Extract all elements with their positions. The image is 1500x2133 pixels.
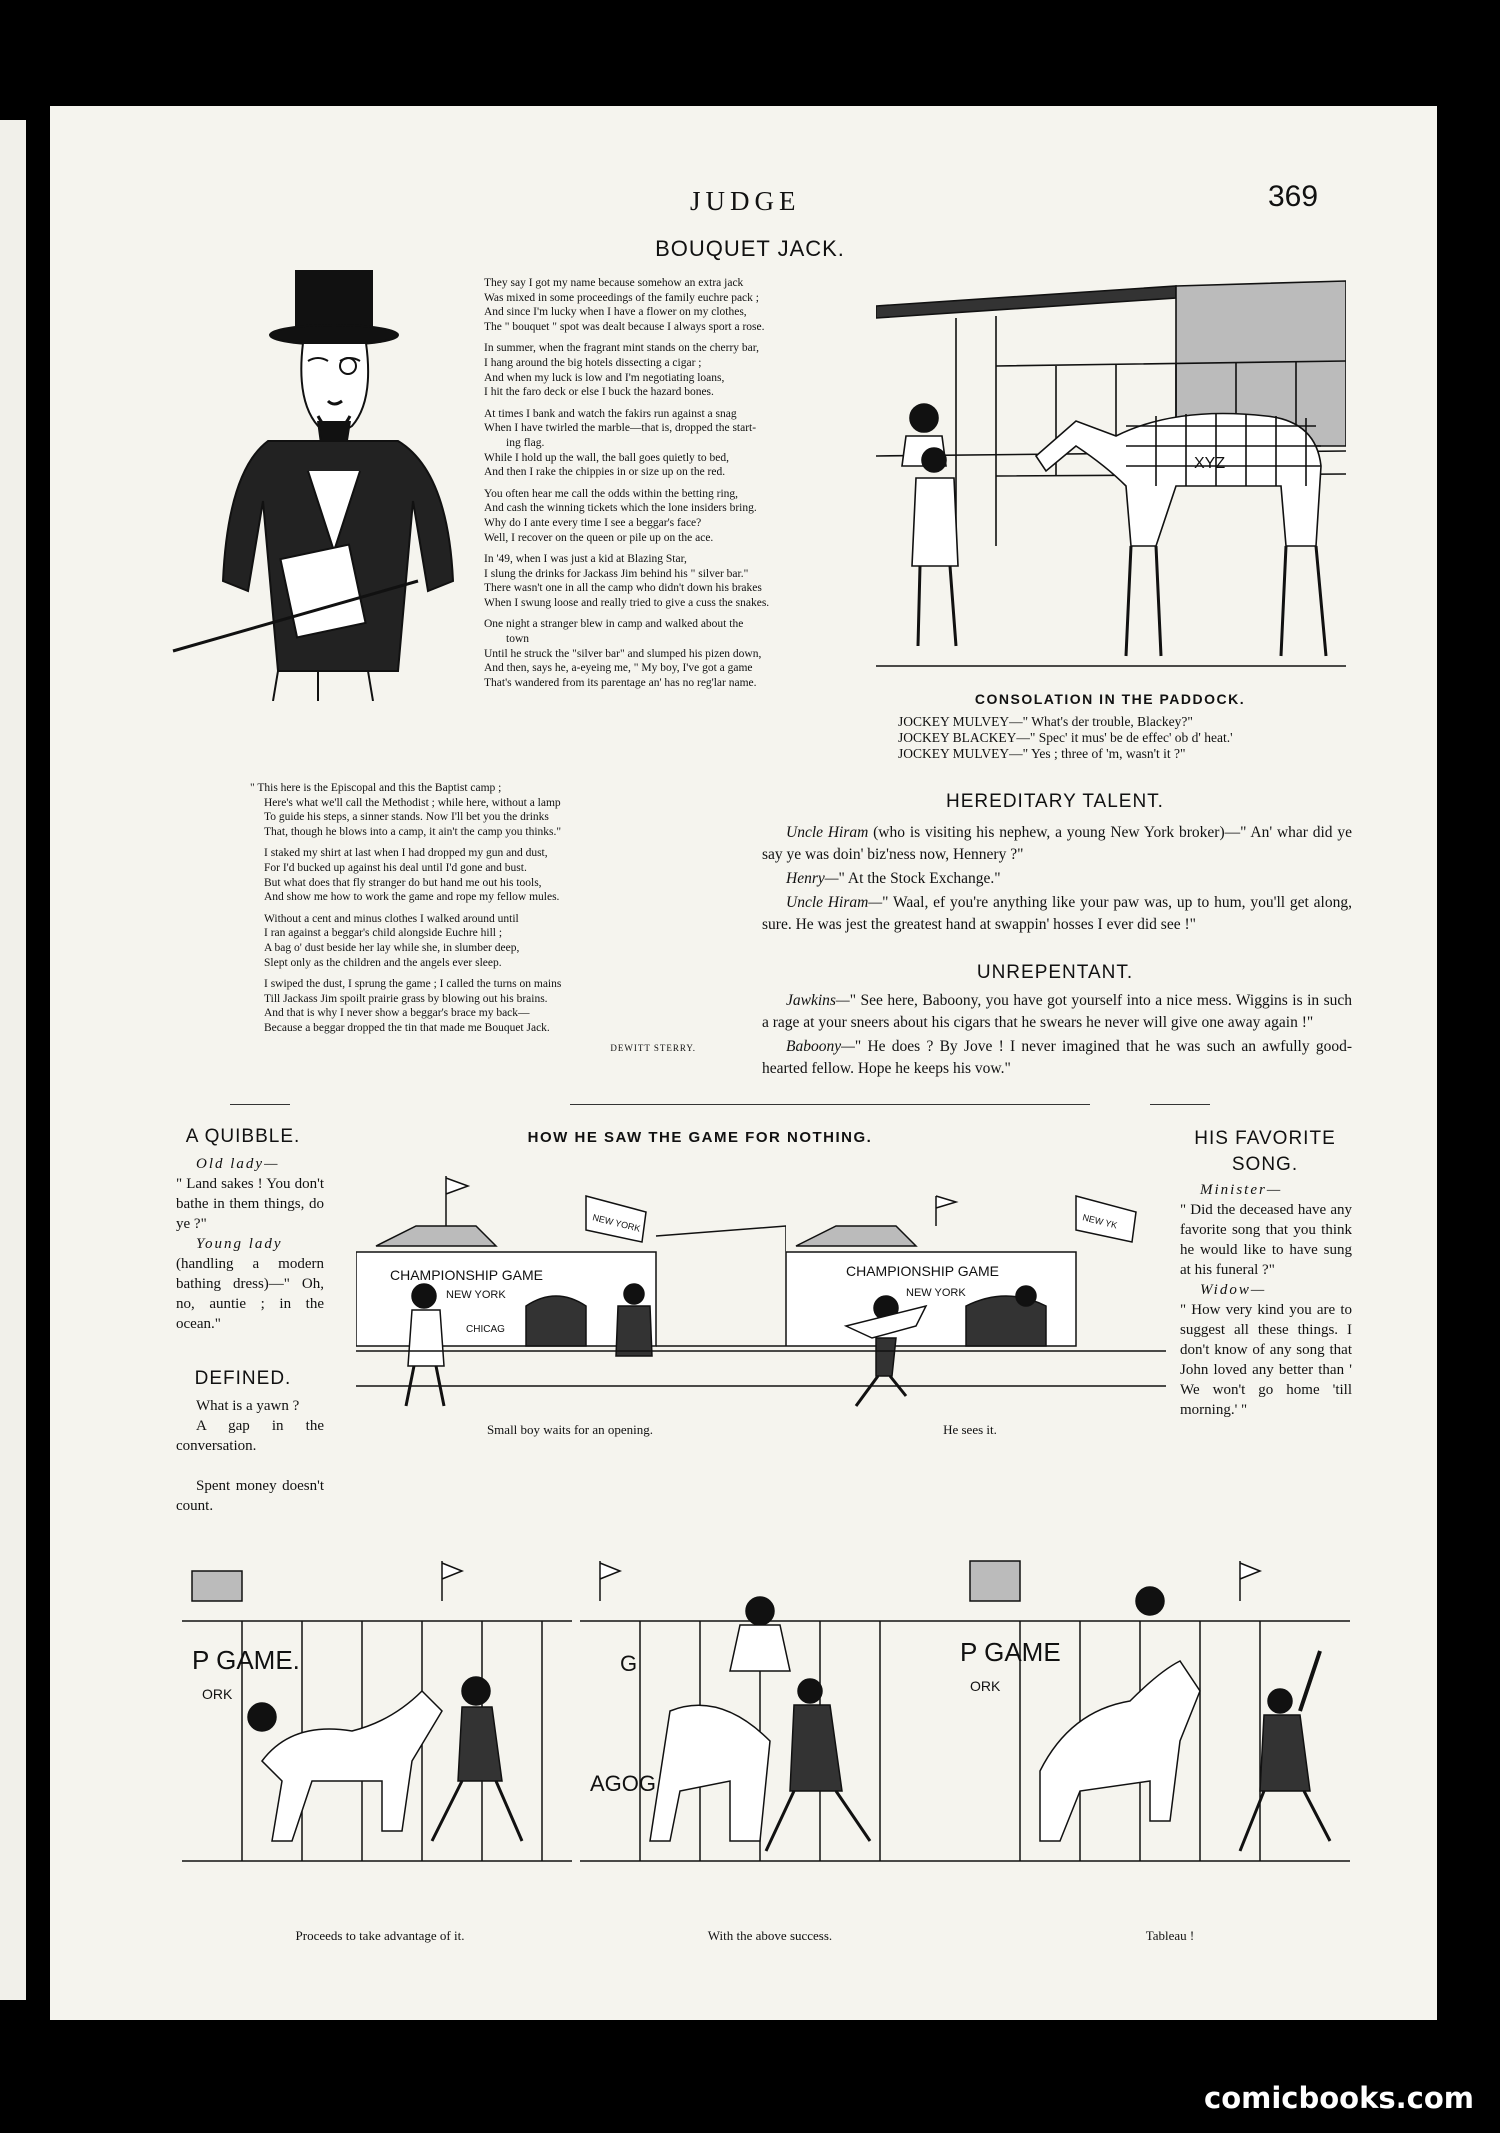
poem-stanza: In '49, when I was just a kid at Blazing Star, I slung the drinks for Jackass Jim behind his " silver bar." There wasn't one in all the camp who didn't down his brakes When I swung loose and really tried to give a cuss the snakes. — [484, 553, 770, 609]
game-panel-5 — [960, 1541, 1350, 1911]
prose-paragraph: Uncle Hiram (who is visiting his nephew, a young New York broker)—" An' whar did ye say ye was doin' biz'ness now, Hennery ?" — [762, 824, 1353, 863]
game-caption-5: Tableau ! — [1145, 1928, 1195, 1943]
dialogue-line: JOCKEY MULVEY—" Yes ; three of 'm, wasn't it ?" — [898, 746, 1186, 761]
favorite-song-text — [1180, 1180, 1352, 1420]
small-boy-waiting-drawing — [356, 1156, 786, 1416]
game-title: HOW HE SAW THE GAME FOR NOTHING. — [527, 1129, 873, 1146]
poem-stanza: They say I got my name because somehow an extra jack Was mixed in some proceedings of the family euchre pack ; And since I'm lucky when I have a flower on my clothes, The " bouquet " spot was dealt because I always sport a rose. — [484, 277, 765, 333]
banner-championship: CHAMPIONSHIP GAME — [846, 1263, 999, 1279]
paddock-title: CONSOLATION IN THE PADDOCK. — [974, 691, 1246, 707]
quibble-title: A QUIBBLE. — [185, 1126, 301, 1147]
bouquet-jack-title: BOUQUET JACK. — [655, 236, 845, 261]
jockeys-and-horse-drawing — [876, 246, 1346, 686]
favorite-song-title: HIS FAVORITE SONG. — [1194, 1128, 1336, 1175]
poem-stanza: In summer, when the fragrant mint stands on the cherry bar, I hang around the big hotels dissecting a cigar ; And when my luck is low and I'm negotiating loans, I hit the faro deck or else I buck the hazard bones. — [484, 342, 759, 399]
section-divider — [230, 1104, 290, 1105]
fence-sign-york: ORK — [202, 1686, 233, 1702]
banner-championship: CHAMPIONSHIP GAME — [390, 1267, 543, 1283]
column-paragraph: (handling a modern bathing dress)—" Oh, no, auntie ; in the ocean." — [176, 1256, 324, 1332]
column-paragraph: Young lady — [196, 1236, 283, 1252]
game-caption-2: He sees it. — [943, 1422, 997, 1437]
boy-thrown-drawing — [580, 1541, 960, 1911]
poem-stanza: " This here is the Episcopal and this the Baptist camp ; Here's what we'll call the Methodist ; while here, without a lamp To guide his steps, a sinner stands. Now I'll bet you the drinks That, though he blows into a camp, it ain't the camp you thinks." — [250, 782, 562, 838]
column-paragraph: " How very kind you are to suggest all these things. I don't know of any song that John loved any better than ' We won't go home 'till morning.' " — [1180, 1302, 1352, 1418]
game-panel-4 — [580, 1541, 960, 1911]
banner-new-york: NEW YORK — [906, 1287, 966, 1299]
page-header — [50, 180, 1437, 226]
quibble-text — [176, 1154, 324, 1334]
prose-paragraph: Uncle Hiram—" Waal, ef you're anything like your paw was, up to hum, you'll get along, sure. He was jest the greatest hand at swappin' hosses I ever did see !" — [762, 894, 1352, 933]
fence-letter: G — [620, 1651, 638, 1676]
prose-paragraph: Jawkins—" See here, Baboony, you have got yourself into a nice mess. Wiggins is in such a rage at your sneers about his cigars that he swears he never will give one away again !" — [762, 992, 1352, 1031]
banner-chicago: CHICAG — [466, 1324, 505, 1335]
column-paragraph: Minister— — [1200, 1182, 1283, 1198]
column-paragraph: A gap in the conversation. — [176, 1418, 324, 1454]
game-caption-3: Proceeds to take advantage of it. — [295, 1928, 465, 1943]
bouquet-jack-illustration — [168, 251, 523, 701]
magazine-page — [50, 106, 1437, 2020]
poem-stanza: At times I bank and watch the fakirs run against a snag When I have twirled the marble—that is, dropped the start- ing flag. While I hold up the wall, the ball goes quietly to bed, And then I rake the chippies in or size up on the red. — [484, 407, 757, 479]
game-panel-1 — [356, 1156, 786, 1416]
poem-author: DEWITT STERRY. — [610, 1042, 696, 1053]
section-divider — [570, 1104, 1090, 1105]
unrepentant-text — [762, 990, 1352, 1082]
poem-stanza: One night a stranger blew in camp and walked about the town Until he struck the "silver bar" and slumped his pizen down, And then, says he, a-eyeing me, " My boy, I've got a game That's wandered from its parentage an' has no reg'lar name. — [484, 618, 762, 689]
hereditary-title: HEREDITARY TALENT. — [946, 791, 1164, 812]
section-divider — [1150, 1104, 1210, 1105]
tableau-drawing — [960, 1541, 1350, 1911]
magazine-title: JUDGE — [690, 186, 801, 216]
dialogue-line: JOCKEY MULVEY—" What's der trouble, Blackey?" — [898, 714, 1193, 729]
fence-sign-york: ORK — [970, 1678, 1001, 1694]
defined-title: DEFINED. — [194, 1368, 292, 1389]
blanket-letters: XYZ — [1194, 455, 1226, 472]
page-number: 369 — [1268, 180, 1319, 213]
fence-sign-agog: AGOG — [590, 1771, 657, 1796]
flag-new-york: NEW YORK — [591, 1212, 642, 1234]
column-paragraph: Old lady— — [196, 1156, 280, 1172]
column-paragraph: " Did the deceased have any favorite song that you think he would like to have sung at his funeral ?" — [1180, 1202, 1352, 1278]
fence-sign-game: P GAME. — [192, 1645, 300, 1675]
boy-sees-it-drawing — [786, 1156, 1166, 1416]
defined-text — [176, 1396, 324, 1516]
gambler-figure-drawing — [168, 251, 523, 701]
dialogue-line: JOCKEY BLACKEY—" Spec' it mus' be de effec' ob d' heat.' — [898, 730, 1233, 745]
boy-climbs-horse-drawing — [182, 1541, 572, 1911]
column-paragraph: Widow— — [1200, 1282, 1267, 1298]
flag-new-york: NEW YK — [1081, 1212, 1119, 1231]
poem-stanza: Without a cent and minus clothes I walked around until I ran against a beggar's child alongside Euchre hill ; A bag o' dust beside her lay while she, in slumber deep, Slept only as the children and the angels ever sleep. — [264, 912, 520, 969]
prose-paragraph: Henry—" At the Stock Exchange." — [786, 870, 1001, 887]
site-watermark: comicbooks.com — [1204, 2081, 1474, 2115]
game-caption-4: With the above success. — [707, 1928, 833, 1943]
column-paragraph: Spent money doesn't count. — [176, 1478, 324, 1514]
unrepentant-title: UNREPENTANT. — [976, 962, 1134, 983]
poem-stanza: I swiped the dust, I sprung the game ; I called the turns on mains Till Jackass Jim spoilt prairie grass by blowing out his brains. And that is why I never show a beggar's brace my back— Because a beggar dropped the tin that made me Bouquet Jack. — [264, 978, 562, 1034]
game-panel-2 — [786, 1156, 1166, 1416]
bouquet-jack-poem-continued — [250, 781, 720, 1053]
poem-stanza: I staked my shirt at last when I had dropped my gun and dust, For I'd bucked up against his deal until I'd gone and bust. But what does that fly stranger do but hand me out his tools, And show me how to work the game and rope my fellow mules. — [264, 847, 560, 904]
game-caption-1: Small boy waits for an opening. — [486, 1422, 654, 1437]
game-panel-3 — [182, 1541, 572, 1911]
paddock-illustration — [876, 246, 1346, 686]
column-paragraph: What is a yawn ? — [196, 1398, 300, 1414]
poem-stanza: You often hear me call the odds within the betting ring, And cash the winning tickets which the lone insiders bring. Why do I ante every time I see a beggar's face? Well, I recover on the queen or pile up on the ace. — [484, 487, 757, 544]
banner-new-york: NEW YORK — [446, 1289, 506, 1301]
hereditary-text — [762, 822, 1352, 938]
prose-paragraph: Baboony—" He does ? By Jove ! I never imagined that he was such an awfully good-hearted fellow. Hope he keeps his vow." — [762, 1038, 1352, 1077]
paddock-dialogue — [898, 714, 1358, 762]
fence-sign-game: P GAME — [960, 1637, 1061, 1667]
left-page-edge — [0, 120, 26, 2000]
column-paragraph: " Land sakes ! You don't bathe in them things, do ye ?" — [176, 1176, 324, 1232]
bouquet-jack-poem — [484, 276, 874, 697]
